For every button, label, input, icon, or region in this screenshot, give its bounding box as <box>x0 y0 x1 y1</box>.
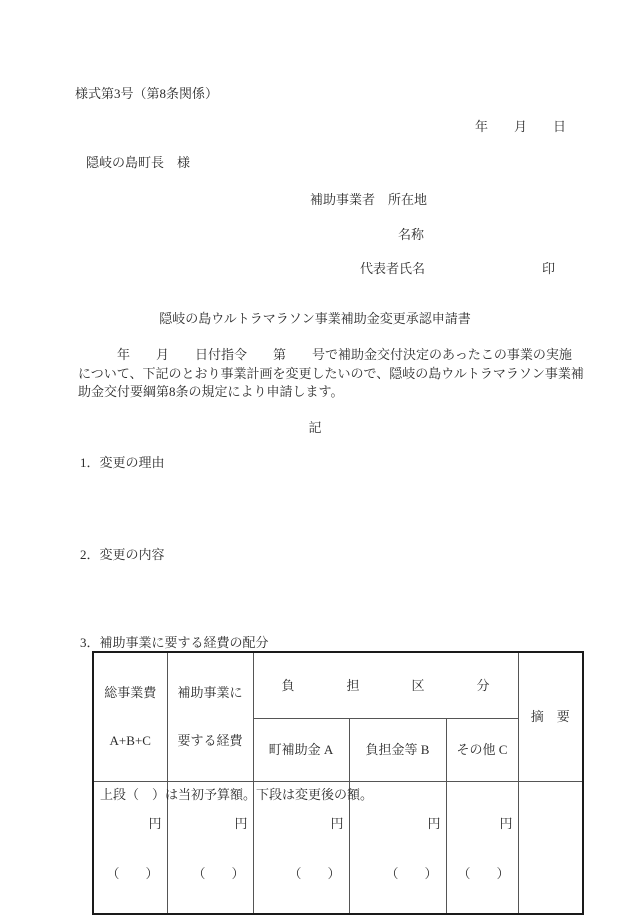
paren-open: （ <box>457 866 471 881</box>
paren-open: （ <box>106 866 120 881</box>
paren-open: （ <box>192 866 206 881</box>
col-header-other: その他 C <box>446 719 518 782</box>
paragraph-line: 年 月 日付指令 第 号で補助金交付決定のあったこの事業の実施 <box>78 347 572 362</box>
col-header-burden-group: 負 担 区 分 <box>253 652 518 719</box>
section-change-reason: 1．変更の理由 <box>80 455 165 470</box>
applicant-representative-label: 代表者氏名 <box>360 261 426 276</box>
paragraph-line: について、下記のとおり事業計画を変更したいので、隠岐の島ウルトラマラソン事業補 <box>78 365 584 381</box>
paren-field <box>107 866 159 881</box>
applicant-address-label: 補助事業者 所在地 <box>310 192 428 207</box>
section-cost-allocation: 3．補助事業に要する経費の配分 <box>80 635 269 650</box>
col-header-total-cost-line1: 総事業費 <box>104 685 157 700</box>
paren-close: ） <box>327 866 341 881</box>
paren-close: ） <box>496 866 510 881</box>
applicant-name-label: 名称 <box>398 227 425 242</box>
paren-open: （ <box>385 866 399 881</box>
form-number: 様式第3号（第8条関係） <box>75 86 219 101</box>
col-header-total-cost <box>93 652 167 782</box>
addressee-line: 隠岐の島町長 様 <box>86 155 191 170</box>
col-header-project-cost-line2: 要する経費 <box>177 733 243 748</box>
paren-field <box>386 866 438 881</box>
paren-field <box>193 866 245 881</box>
paren-close: ） <box>231 866 245 881</box>
document-title: 隠岐の島ウルトラマラソン事業補助金変更承認申請書 <box>159 311 471 326</box>
table-footnote: 上段（ ）は当初予算額。下段は変更後の額。 <box>100 787 374 802</box>
yen-unit: 円 <box>499 816 513 831</box>
seal-mark: 印 <box>542 261 556 276</box>
yen-unit: 円 <box>148 816 162 831</box>
paren-open: （ <box>288 866 302 881</box>
paren-close: ） <box>424 866 438 881</box>
yen-unit: 円 <box>427 816 441 831</box>
col-header-burden-fees: 負担金等 B <box>349 719 446 782</box>
paren-field <box>458 866 510 881</box>
section-change-content: 2．変更の内容 <box>80 547 165 562</box>
yen-unit: 円 <box>234 816 248 831</box>
col-header-total-cost-line2: A+B+C <box>109 733 151 748</box>
date-line: 年 月 日 <box>475 119 567 134</box>
paragraph-line: 助金交付要綱第8条の規定により申請します。 <box>78 384 344 400</box>
col-header-project-cost <box>167 652 253 782</box>
cell-other <box>446 782 518 915</box>
col-header-town-subsidy: 町補助金 A <box>253 719 349 782</box>
body-paragraph <box>78 346 588 402</box>
col-header-project-cost-line1: 補助事業に <box>177 685 243 700</box>
paren-field <box>289 866 341 881</box>
paren-close: ） <box>145 866 159 881</box>
cost-allocation-table <box>92 651 584 915</box>
record-mark: 記 <box>308 420 322 435</box>
yen-unit: 円 <box>330 816 344 831</box>
cell-remarks <box>518 782 583 915</box>
col-header-remarks: 摘 要 <box>518 652 583 782</box>
